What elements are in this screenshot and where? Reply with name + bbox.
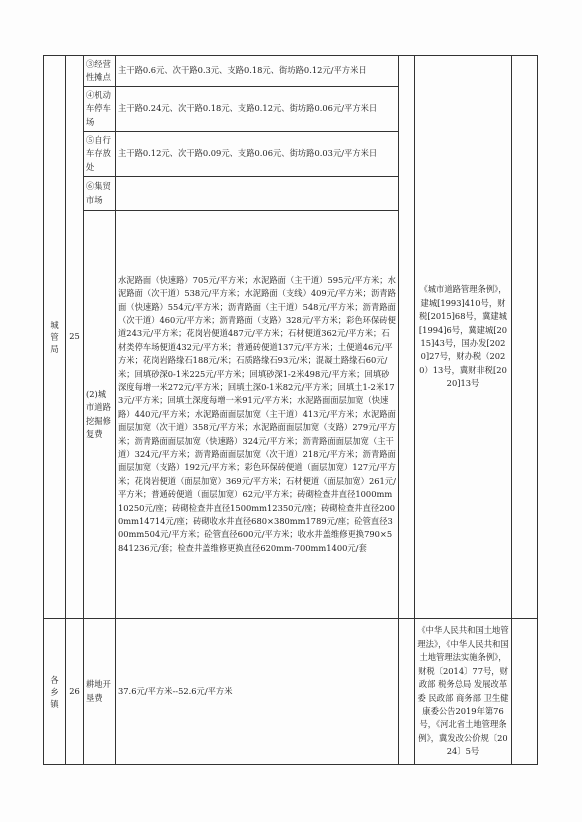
- basis-cell: 《中华人民共和国土地管理法》，《中华人民共和国土地管理法实施条例》，财税〔2014〕77号，财政部 税务总局 发展改革委 民政部 商务部 卫生健康委公告2019年第76号，《河北省土地管理条例》，冀发改公价规〔2024〕5号: [415, 619, 512, 765]
- item-content: 主干路0.12元、次干路0.09元、支路0.06元、街坊路0.03元/平方米日: [116, 132, 399, 177]
- item-name: ⑤自行车存放处: [84, 132, 116, 177]
- item-name: 耕地开垦费: [84, 619, 116, 765]
- fee-table: [43, 55, 538, 765]
- table-row: [44, 619, 538, 765]
- dept-label: 城管局: [50, 320, 59, 354]
- table-row: [44, 56, 538, 87]
- empty-cell: [512, 619, 538, 765]
- item-content: 水泥路面（快速路）705元/平方米；水泥路面（主干道）595元/平方米；水泥路面（次干道）538元/平方米；水泥路面（支线）409元/平方米；沥青路面（快速路）554元/平方米；沥青路面（主干道）548元/平方米；沥青路面（次干道）460元/平方米；沥青路面（支路）328元/平方米；彩色环保砖便道243元/平方米；花岗岩便道487元/平方米；石材便道362元/平方米；石材类停车场便道432元/平方米；普通砖便道137元/平方米；土便道46元/平方米；花岗岩路缘石188元/米；石质路缘石93元/米；混凝土路缘石60元/米；回填砂深0-1米225元/平方米；回填砂深1-2米498元/平方米；回填砂深度每增一米272元/平方米；回填土深0-1米82元/平方米；回填土1-2米173元/平方米；回填土深度每增一米91元/平方米；水泥路面面层加宽（快速路）440元/平方米；水泥路面面层加宽（主干道）413元/平方米；水泥路面面层加宽（次干道）358元/平方米；水泥路面面层加宽（支路）279元/平方米；沥青路面面层加宽（快速路）324元/平方米；沥青路面面层加宽（主干道）324元/平方米；沥青路面面层加宽（次干道）218元/平方米；沥青路面面层加宽（支路）192元/平方米；彩色环保砖便道（面层加宽）127元/平方米；花岗岩便道（面层加宽）369元/平方米；石材便道（面层加宽）261元/平方米；普通砖便道（面层加宽）62元/平方米；砖砌检查井直径1000mm10250元/座；砖砌检查井直径1500mm12350元/座；砖砌检查井直径2000mm14714元/座；砖砌收水井直径680×380mm1789元/座；砼管直径300mm504元/平方米；砼管直径600元/平方米；收水井盖维修更换790×5841236元/套；检查井盖维修更换直径620mm-700mm1400元/套: [116, 211, 399, 619]
- item-content: [116, 177, 399, 211]
- item-content: 主干路0.6元、次干路0.3元、支路0.18元、街坊路0.12元/平方米日: [116, 56, 399, 87]
- row-number: 26: [66, 619, 84, 765]
- item-name: ⑥集贸市场: [84, 177, 116, 211]
- item-content: 37.6元/平方米--52.6元/平方米: [116, 619, 399, 765]
- dept-cell: [44, 619, 66, 765]
- item-content: 主干路0.24元、次干路0.18元、支路0.12元、街坊路0.06元/平方米日: [116, 87, 399, 132]
- empty-cell: [399, 56, 415, 619]
- dept-label: 各乡镇: [50, 674, 59, 709]
- item-name: (2)城市道路挖掘修复费: [84, 211, 116, 619]
- empty-cell: [512, 56, 538, 619]
- item-name: ③经营性摊点: [84, 56, 116, 87]
- row-number: 25: [66, 56, 84, 619]
- item-name: ④机动车停车场: [84, 87, 116, 132]
- empty-cell: [399, 619, 415, 765]
- basis-cell: 《城市道路管理条例》，建城[1993]410号，财税[2015]68号，冀建城[1994]6号，冀建城[2015]43号，国办发[2020]27号，财办税（2020）13号，冀财非税[2020]13号: [415, 56, 512, 619]
- dept-cell: [44, 56, 66, 619]
